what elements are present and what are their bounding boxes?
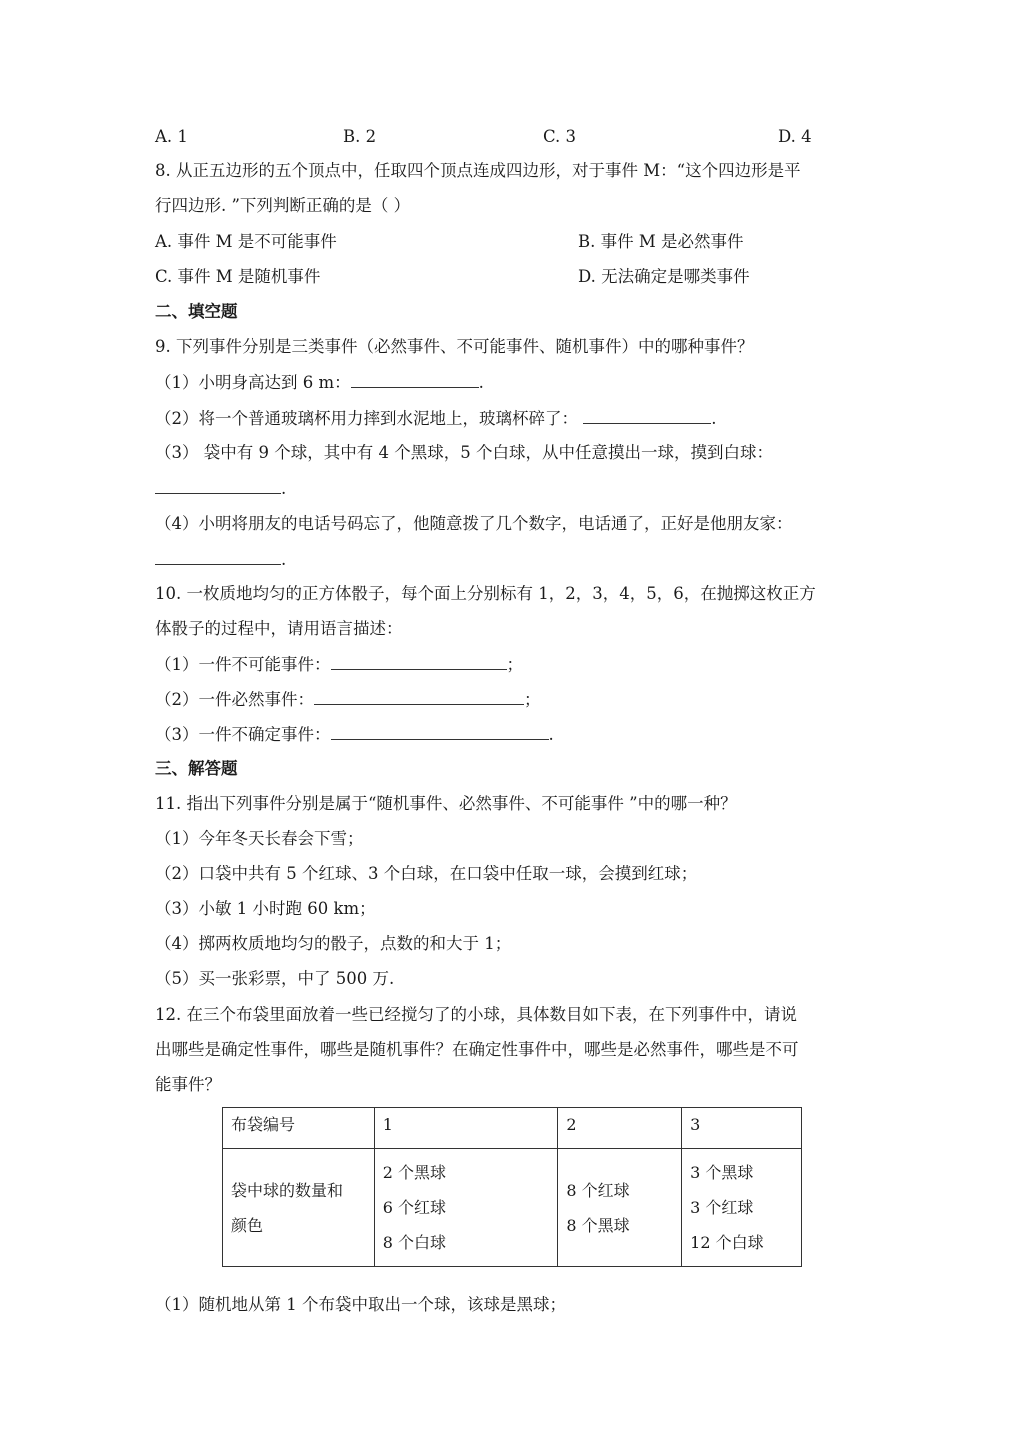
q11-item-4: （4）掷两枚质地均匀的骰子，点数的和大于 1；	[155, 934, 512, 953]
q11-item-5: （5）买一张彩票，中了 500 万.	[155, 969, 395, 988]
q11-item-1: （1）今年冬天长春会下雪；	[155, 829, 364, 848]
q9-part2-period: .	[711, 409, 717, 428]
q10-stem-line1: 10. 一枚质地均匀的正方体骰子，每个面上分别标有 1，2，3，4，5，6，在抛掷这枚正方	[155, 584, 816, 603]
q10-part1	[155, 653, 523, 676]
bag3-item: 12 个白球	[690, 1233, 764, 1252]
q10-part2-text: （2）一件必然事件：	[155, 690, 314, 709]
q7-option-c: C. 3	[543, 127, 577, 146]
bag2-cell	[558, 1149, 682, 1267]
bag3-cell	[682, 1149, 802, 1267]
q9-part4: （4）小明将朋友的电话号码忘了，他随意拨了几个数字，电话通了，正好是他朋友家：	[155, 514, 793, 533]
q9-part3-answer	[155, 477, 286, 500]
row-label-line1: 袋中球的数量和	[231, 1180, 344, 1200]
q10-part2-blank[interactable]	[314, 688, 524, 705]
bag-table	[222, 1107, 802, 1267]
bag1-item: 6 个红球	[382, 1198, 446, 1217]
q9-part3-blank[interactable]	[155, 477, 281, 494]
q9-part1	[155, 371, 484, 394]
bag-table-header-bag1: 1	[374, 1108, 558, 1149]
q9-part1-period: .	[478, 373, 484, 392]
q7-option-a: A. 1	[155, 127, 188, 146]
q8-option-b: B. 事件 M 是必然事件	[578, 232, 744, 251]
q8-option-c: C. 事件 M 是随机事件	[155, 267, 321, 286]
q10-part3-text: （3）一件不确定事件：	[155, 725, 331, 744]
bag1-cell	[374, 1149, 558, 1267]
q7-option-b: B. 2	[343, 127, 377, 146]
bag1-item: 8 个白球	[382, 1233, 446, 1252]
bag-table-content-row	[223, 1149, 802, 1267]
q10-stem-line2: 体骰子的过程中，请用语言描述：	[155, 619, 403, 638]
q9-part3-period: .	[281, 479, 287, 498]
q12-stem-line2: 出哪些是确定性事件，哪些是随机事件？在确定性事件中，哪些是必然事件，哪些是不可	[155, 1040, 799, 1059]
q8-option-d: D. 无法确定是哪类事件	[578, 267, 750, 286]
q10-part1-text: （1）一件不可能事件：	[155, 655, 331, 674]
q12-stem-line1: 12. 在三个布袋里面放着一些已经搅匀了的小球，具体数目如下表，在下列事件中，请说	[155, 1005, 797, 1024]
q10-part3-blank[interactable]	[331, 723, 549, 740]
bag3-item: 3 个黑球	[690, 1163, 754, 1182]
q11-item-2: （2）口袋中共有 5 个红球、3 个白球，在口袋中任取一球，会摸到红球；	[155, 864, 698, 883]
q9-part2-blank[interactable]	[583, 407, 711, 424]
bag-table-header-bag2: 2	[558, 1108, 682, 1149]
q8-stem-line1: 8. 从正五边形的五个顶点中，任取四个顶点连成四边形，对于事件 M：“这个四边形是平	[155, 161, 801, 180]
q9-part1-text: （1）小明身高达到 6 m：	[155, 373, 351, 392]
q11-stem: 11. 指出下列事件分别是属于“随机事件、必然事件、不可能事件 ”中的哪一种？	[155, 794, 737, 813]
q8-stem-line2: 行四边形. ”下列判断正确的是（ ）	[155, 196, 411, 215]
q10-part3-period: .	[548, 725, 554, 744]
bag-table-row-label	[223, 1149, 375, 1267]
q9-part1-blank[interactable]	[351, 371, 479, 388]
q8-option-a: A. 事件 M 是不可能事件	[155, 232, 337, 251]
q9-part2	[155, 407, 717, 430]
q10-part1-semicolon: ；	[506, 655, 523, 674]
row-label-line2: 颜色	[231, 1215, 264, 1235]
bag3-item: 3 个红球	[690, 1198, 754, 1217]
bag1-item: 2 个黑球	[382, 1163, 446, 1182]
bag2-item: 8 个黑球	[566, 1215, 630, 1235]
q9-part2-text: （2）将一个普通玻璃杯用力摔到水泥地上，玻璃杯碎了：	[155, 409, 578, 428]
section-title-fill-blank: 二、填空题	[155, 302, 238, 321]
bag-table-header-row	[223, 1108, 802, 1149]
bag-table-header-bag3: 3	[682, 1108, 802, 1149]
q9-part3: （3） 袋中有 9 个球，其中有 4 个黑球，5 个白球，从中任意摸出一球，摸到白球：	[155, 443, 773, 462]
q11-item-3: （3）小敏 1 小时跑 60 km；	[155, 899, 376, 918]
q10-part2-semicolon: ；	[524, 690, 541, 709]
q9-part4-period: .	[281, 550, 287, 569]
q7-option-d: D. 4	[778, 127, 812, 146]
q10-part2	[155, 688, 541, 711]
bag2-item: 8 个红球	[566, 1180, 630, 1200]
q9-part4-answer	[155, 548, 286, 571]
q12-part1: （1）随机地从第 1 个布袋中取出一个球，该球是黑球；	[155, 1295, 566, 1314]
q10-part1-blank[interactable]	[331, 653, 507, 670]
q9-stem: 9. 下列事件分别是三类事件（必然事件、不可能事件、随机事件）中的哪种事件？	[155, 337, 754, 356]
q9-part4-blank[interactable]	[155, 548, 281, 565]
bag-table-header-label: 布袋编号	[223, 1108, 375, 1149]
q10-part3	[155, 723, 554, 746]
section-title-answer: 三、解答题	[155, 759, 238, 778]
q12-stem-line3: 能事件？	[155, 1075, 221, 1094]
